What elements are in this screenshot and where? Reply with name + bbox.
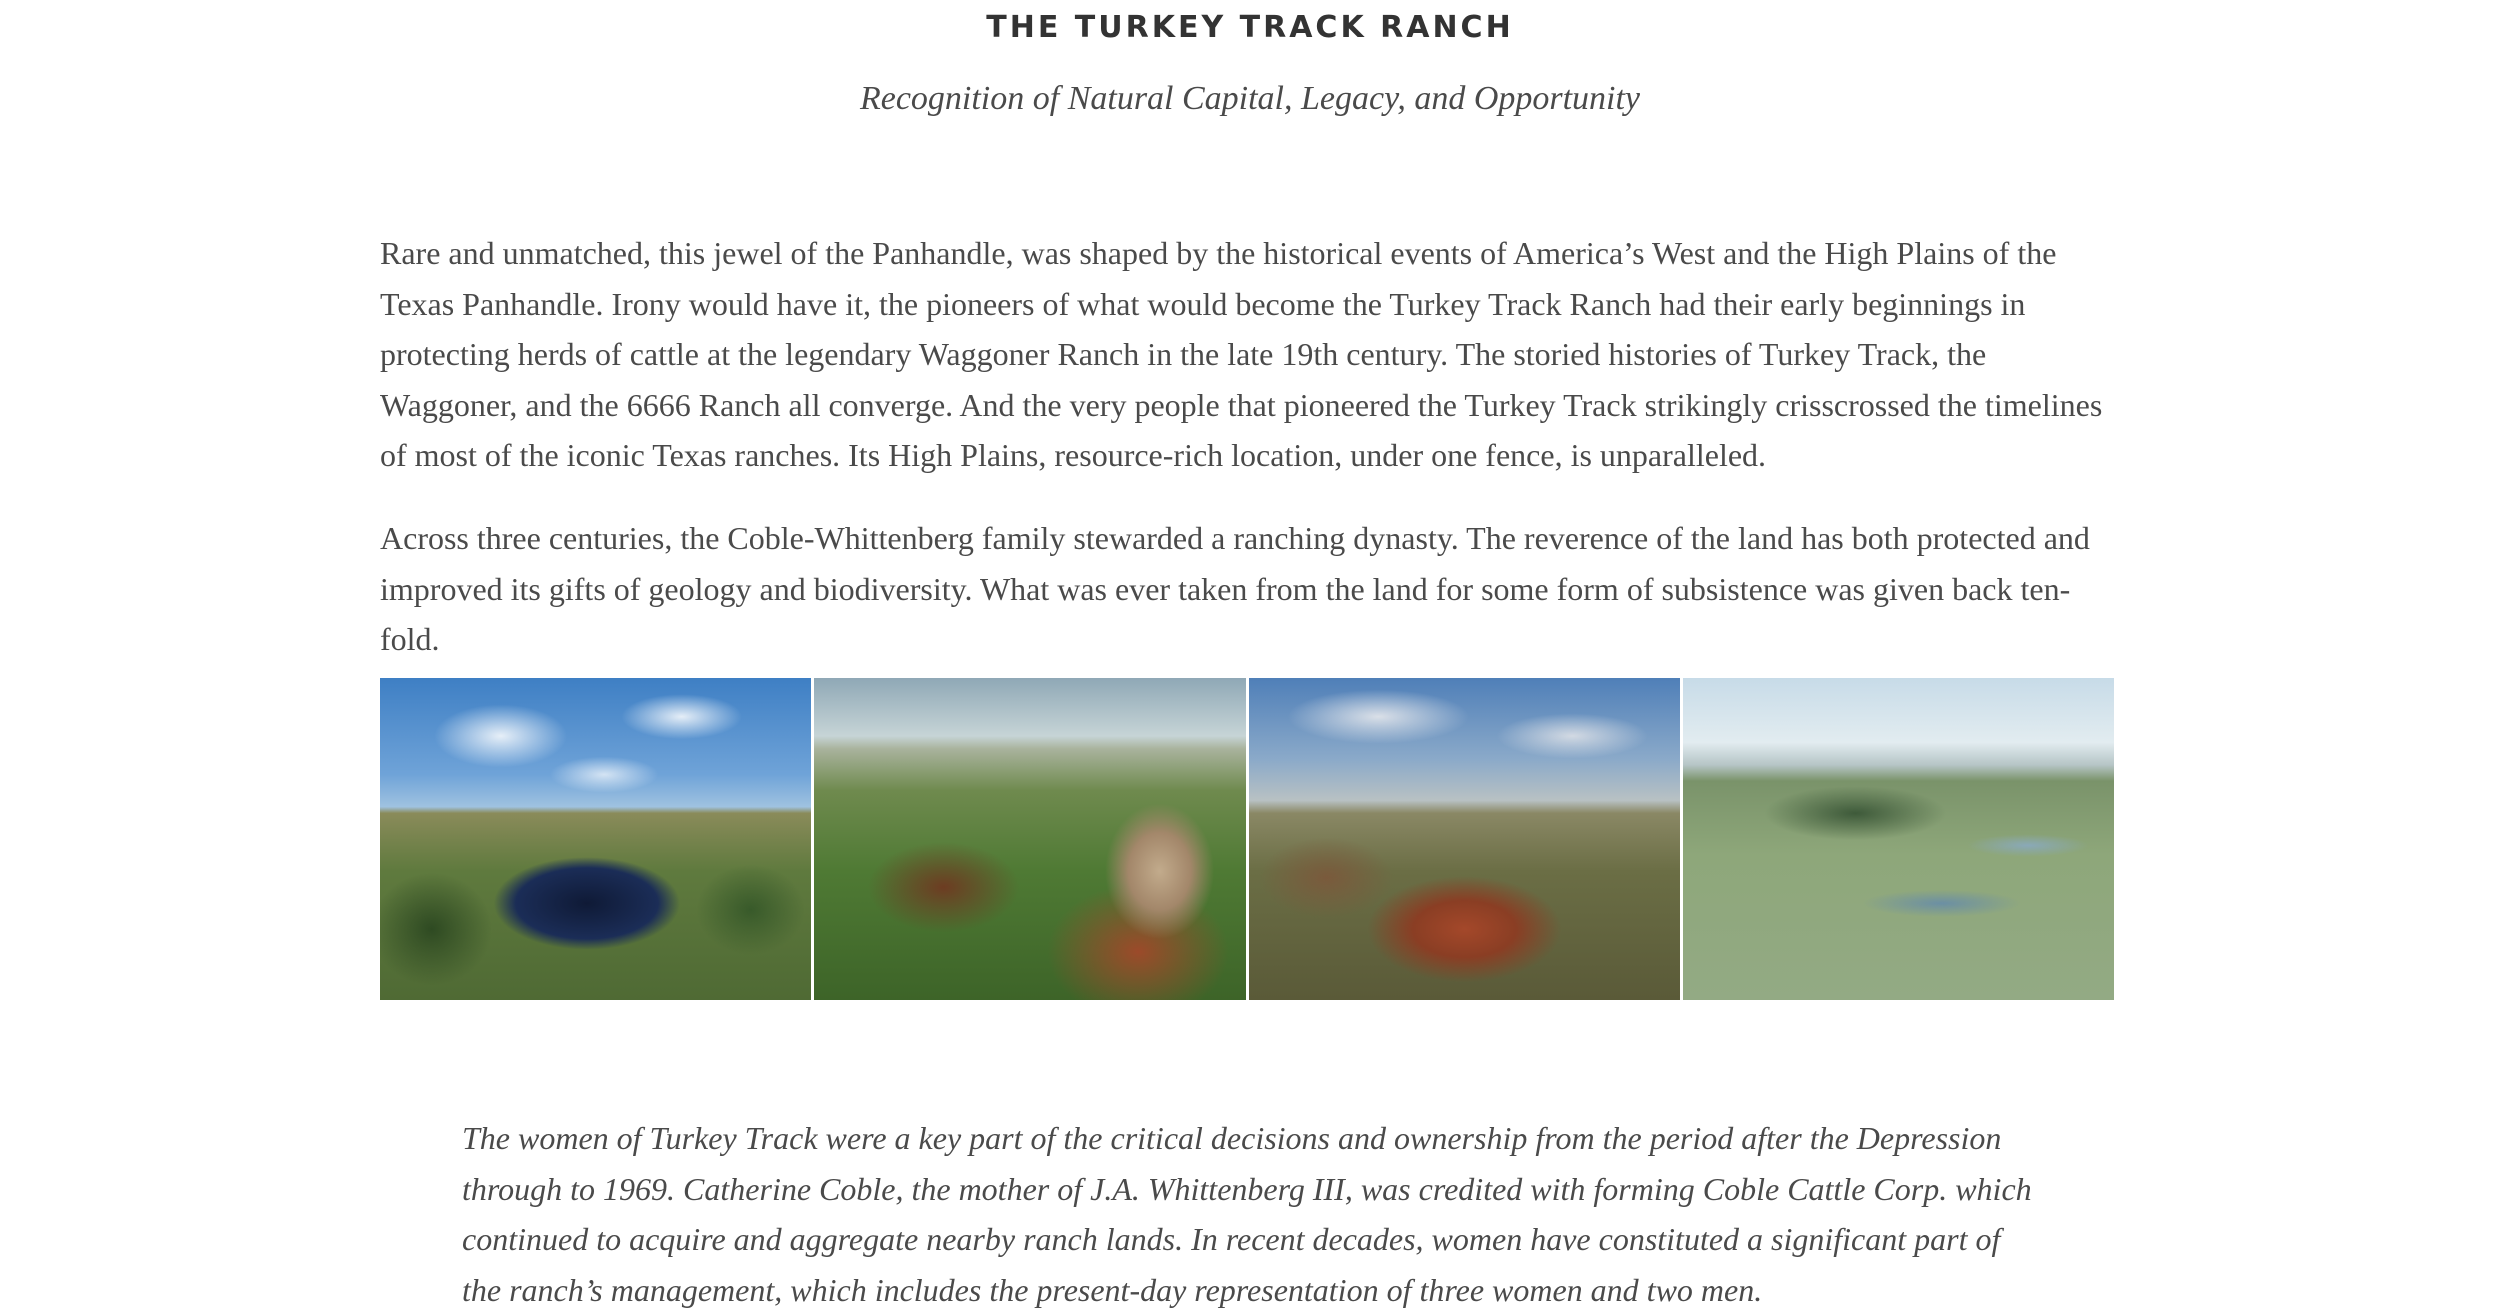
gallery-photo-canyon-outcrop[interactable] [814, 678, 1245, 1000]
photo-gallery [380, 678, 2114, 1000]
gallery-photo-river-valley[interactable] [1683, 678, 2114, 1000]
intro-paragraph-2: Across three centuries, the Coble-Whittenberg family stewarded a ranching dynasty. The reverence of the land has both protected and improved its gifts of geology and biodiversity. What was ever taken from the land for some form of subsistence was given back ten-fold. [380, 520, 2090, 657]
women-of-turkey-track-quote: The women of Turkey Track were a key part of the critical decisions and ownership from the period after the Depression through to 1969. Catherine Coble, the mother of J.A. Whittenberg III, was credited with forming Coble Cattle Corp. which continued to acquire and aggregate nearby ranch lands. In recent decades, women have constituted a significant part of the ranch’s management, which includes the present-day representation of three women and two men. [462, 1120, 2032, 1308]
page-title: THE TURKEY TRACK RANCH [986, 10, 1514, 45]
gallery-photo-red-canyon[interactable] [1249, 678, 1680, 1000]
intro-paragraph-1: Rare and unmatched, this jewel of the Panhandle, was shaped by the historical events of America’s West and the High Plains of the Texas Panhandle. Irony would have it, the pioneers of what would become the Turkey Track Ranch had their early beginnings in protecting herds of cattle at the legendary Waggoner Ranch in the late 19th century. The storied histories of Turkey Track, the Waggoner, and the 6666 Ranch all converge. And the very people that pioneered the Turkey Track strikingly crisscrossed the timelines of most of the iconic Texas ranches. Its High Plains, resource-rich location, under one fence, is unparalleled. [380, 235, 2103, 473]
page-subtitle: Recognition of Natural Capital, Legacy, and Opportunity [859, 80, 1641, 117]
gallery-photo-lake[interactable] [380, 678, 811, 1000]
